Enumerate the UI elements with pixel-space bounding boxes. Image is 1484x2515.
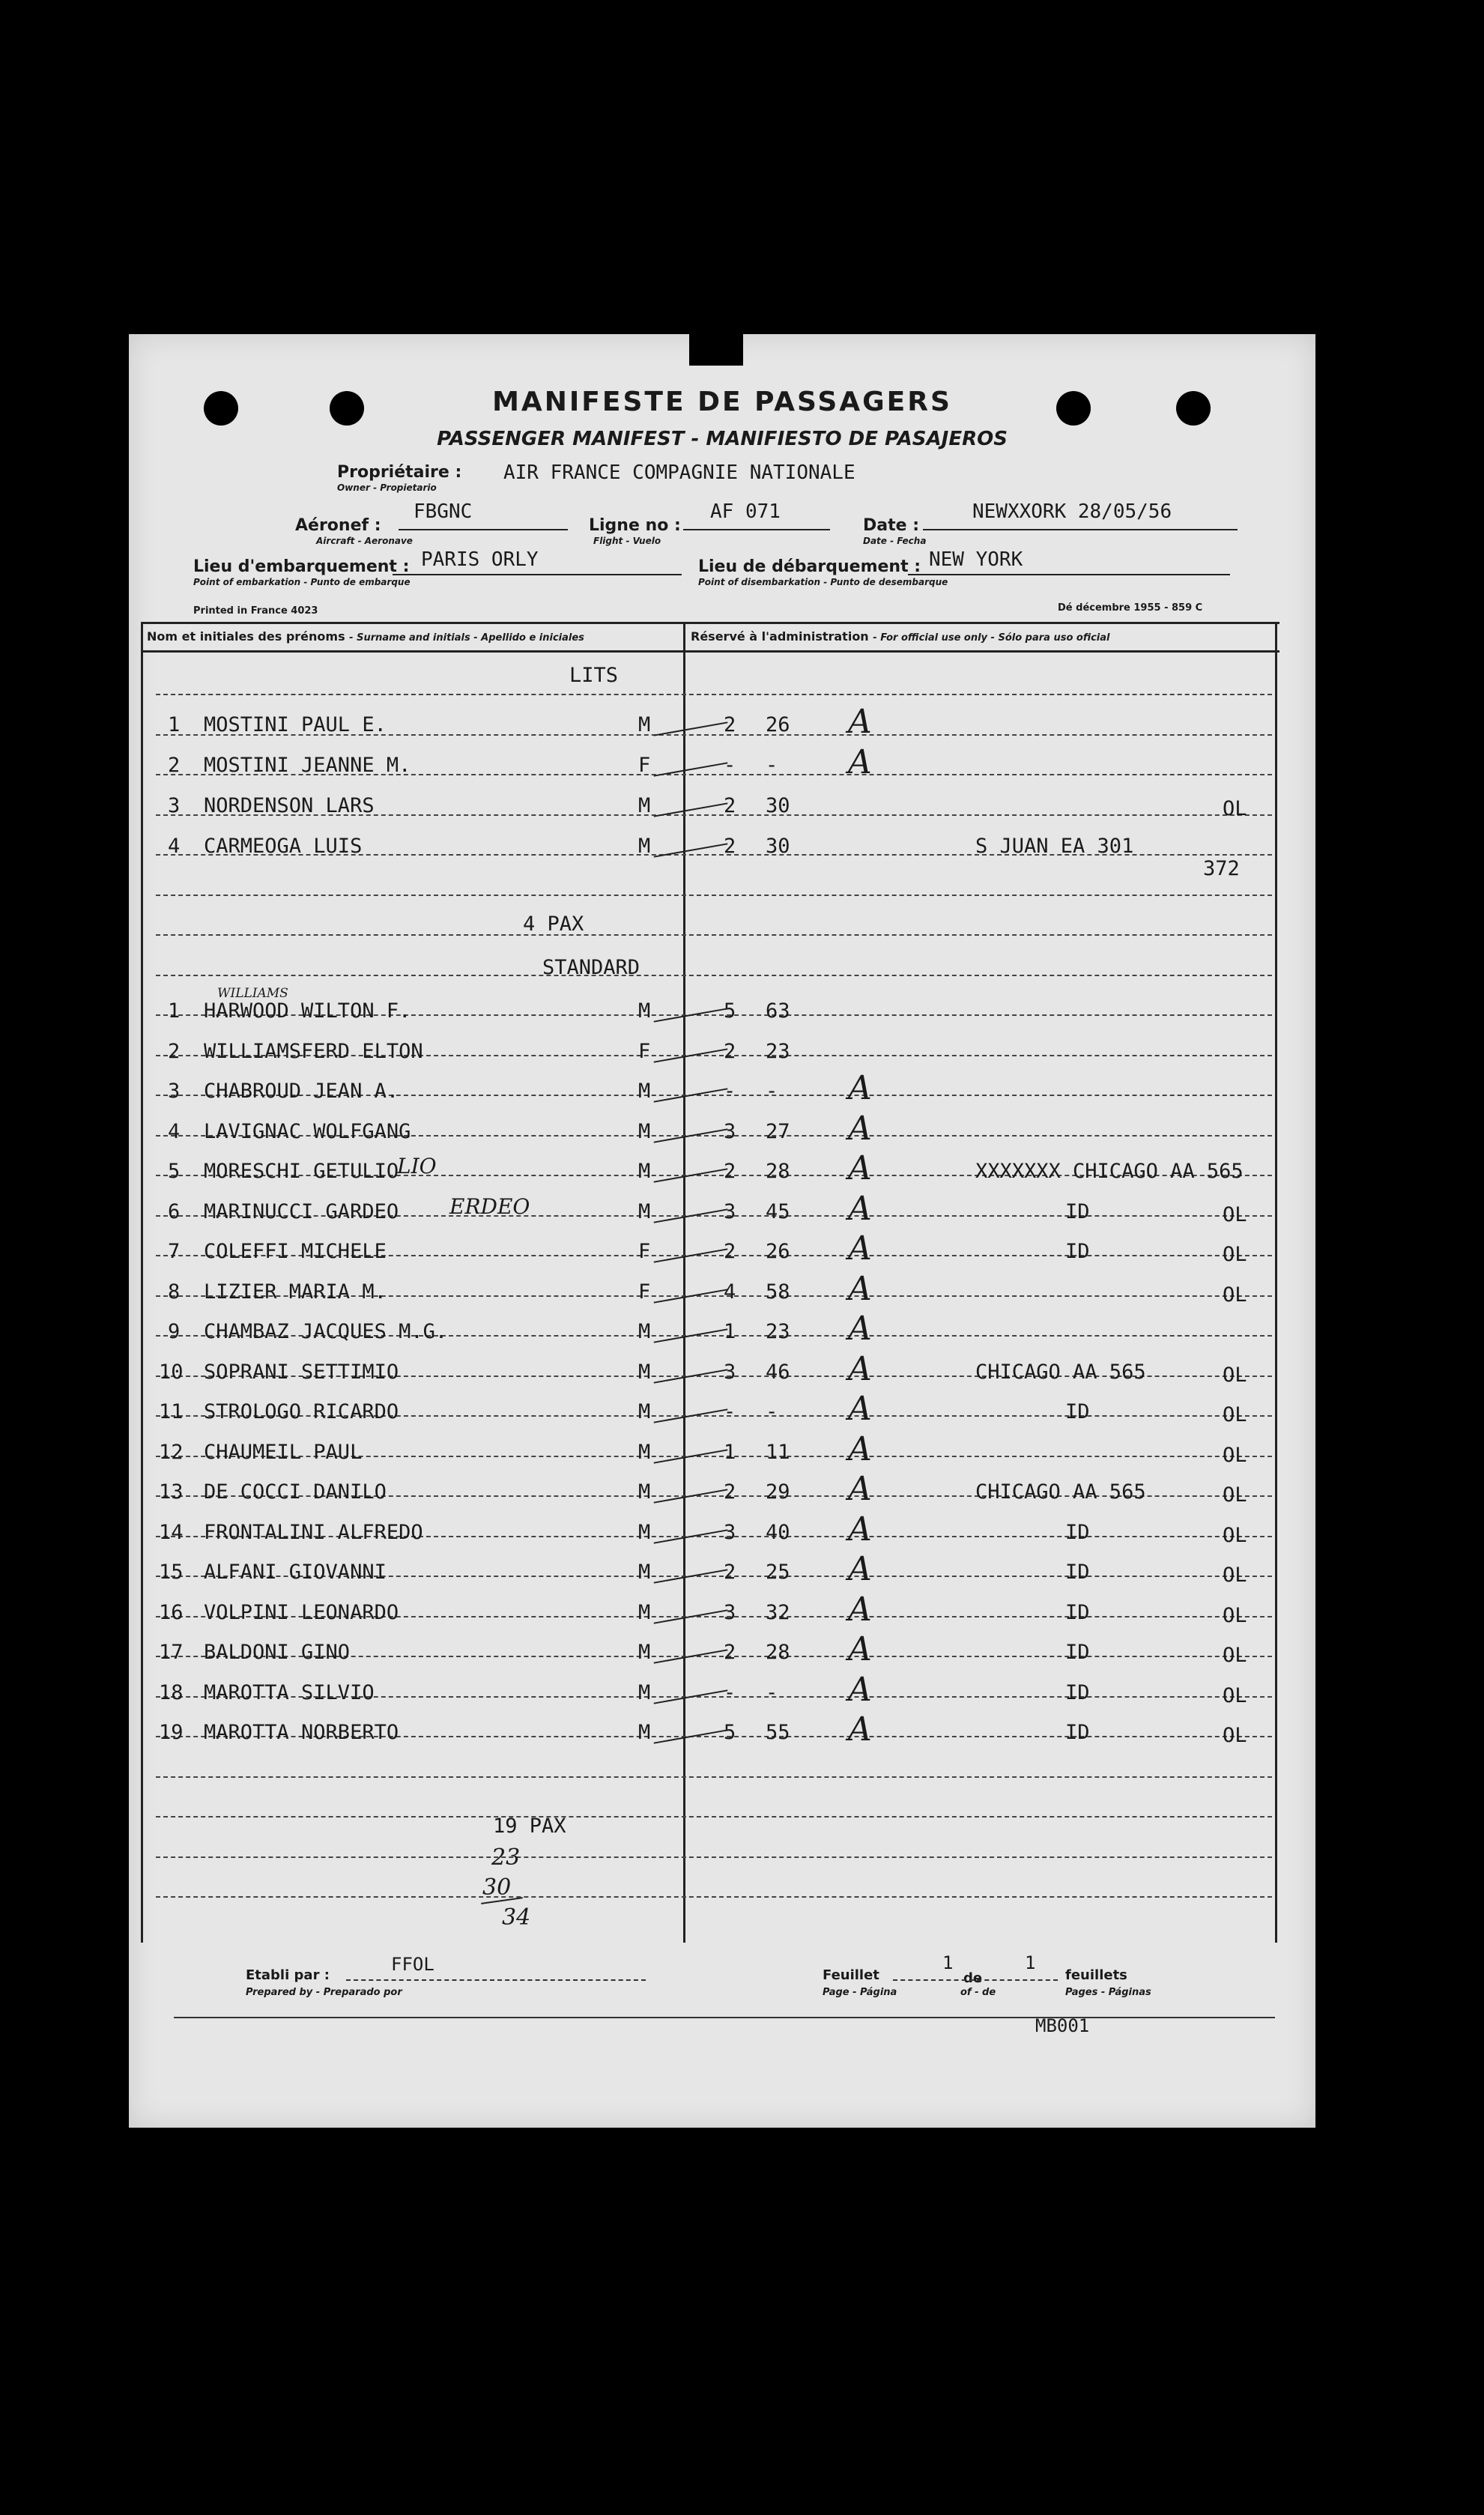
aircraft-value: FBGNC — [414, 500, 473, 523]
standard-row-4-col1: 3 — [724, 1119, 736, 1143]
lits-row-4-sex: M — [638, 835, 651, 858]
section1-total: 4 PAX — [523, 913, 584, 936]
standard-row-5-mark: A — [848, 1149, 872, 1187]
table-top-rule — [141, 622, 1279, 624]
col-header-official: Réservé à l'administration - For official use only - Sólo para uso oficial — [691, 629, 1110, 644]
lits-row-3-col2: 30 — [766, 794, 790, 817]
lits-row-2-number: 2 — [168, 754, 181, 777]
standard-row-14-sex: M — [638, 1520, 651, 1544]
prepared-label: Etabli par : — [246, 1967, 330, 1983]
standard-row-14-note: ID — [1065, 1520, 1090, 1544]
aircraft-label: Aéronef : — [295, 516, 381, 535]
standard-row-16-mark: A — [848, 1590, 872, 1629]
standard-row-2-col2: 23 — [766, 1039, 790, 1063]
row-rule — [156, 694, 1272, 695]
standard-row-1-sex: M — [638, 999, 651, 1023]
standard-row-8-col1: 4 — [724, 1280, 736, 1304]
standard-row-11-sex: M — [638, 1400, 651, 1423]
standard-row-6-col2: 45 — [766, 1199, 790, 1223]
standard-row-16-number: 16 — [159, 1600, 184, 1624]
standard-row-15-note: ID — [1065, 1561, 1090, 1584]
standard-row-12-col2: 11 — [766, 1440, 790, 1464]
lits-row-4-note: S JUAN EA 301 — [975, 835, 1134, 858]
standard-row-14-mark: A — [848, 1510, 872, 1549]
sheet-underline — [893, 1979, 1058, 1981]
date-sublabel: Date - Fecha — [863, 536, 927, 546]
standard-row-5-sex: M — [638, 1160, 651, 1183]
standard-row-14-code: OL — [1223, 1523, 1247, 1547]
standard-row-9-sex: M — [638, 1320, 651, 1343]
handwritten-erdeo: ERDEO — [449, 1194, 530, 1219]
standard-row-11-col1: - — [724, 1400, 736, 1423]
standard-row-1-col1: 5 — [724, 999, 736, 1023]
embark-underline — [393, 574, 682, 575]
standard-row-12-sex: M — [638, 1440, 651, 1464]
printed-note: Printed in France 4023 — [193, 605, 318, 617]
row-rule — [156, 1816, 1272, 1818]
standard-row-15-mark: A — [848, 1550, 872, 1588]
standard-row-16-col2: 32 — [766, 1600, 790, 1624]
standard-row-5-col1: 2 — [724, 1160, 736, 1183]
standard-row-16-name: VOLPINI LEONARDO — [204, 1600, 399, 1624]
standard-row-3-col2: - — [766, 1080, 778, 1103]
prepared-underline — [346, 1979, 646, 1981]
standard-row-7-code: OL — [1223, 1243, 1247, 1266]
standard-row-3-mark: A — [848, 1069, 872, 1107]
flight-label: Ligne no : — [589, 516, 681, 535]
standard-row-5-note: XXXXXXX CHICAGO AA 565 — [975, 1160, 1244, 1183]
standard-row-12-col1: 1 — [724, 1440, 736, 1464]
handwritten-lio: LIO — [397, 1154, 437, 1178]
standard-row-6-mark: A — [848, 1189, 872, 1228]
standard-row-7-note: ID — [1065, 1240, 1090, 1263]
standard-row-10-sex: M — [638, 1360, 651, 1384]
manifest-sheet — [129, 334, 1315, 2128]
standard-row-19-col1: 5 — [724, 1721, 736, 1744]
table-mid-rule — [683, 624, 685, 1943]
standard-row-7-col1: 2 — [724, 1240, 736, 1263]
lits-row-1-mark: A — [848, 703, 872, 741]
standard-row-6-col1: 3 — [724, 1199, 736, 1223]
standard-row-8-col2: 58 — [766, 1280, 790, 1304]
standard-row-16-sex: M — [638, 1600, 651, 1624]
standard-row-3-sex: M — [638, 1080, 651, 1103]
standard-row-3-number: 3 — [168, 1080, 181, 1103]
standard-row-10-col2: 46 — [766, 1360, 790, 1384]
lits-row-3-code: OL — [1223, 797, 1247, 820]
standard-row-18-sex: M — [638, 1680, 651, 1704]
standard-row-17-number: 17 — [159, 1641, 184, 1664]
standard-row-19-note: ID — [1065, 1721, 1090, 1744]
standard-row-1-col2: 63 — [766, 999, 790, 1023]
lits-row-2-name: MOSTINI JEANNE M. — [204, 754, 411, 777]
lits-row-3-col1: 2 — [724, 794, 736, 817]
form-ref: Dé décembre 1955 - 859 C — [1058, 602, 1203, 614]
standard-row-14-number: 14 — [159, 1520, 184, 1544]
standard-row-15-col2: 25 — [766, 1561, 790, 1584]
lits-row-1-name: MOSTINI PAUL E. — [204, 713, 387, 736]
disembark-label: Lieu de débarquement : — [698, 557, 921, 576]
standard-row-11-col2: - — [766, 1400, 778, 1423]
lits-row-2-sex: F — [638, 754, 651, 777]
standard-row-17-name: BALDONI GINO — [204, 1641, 351, 1664]
standard-row-9-mark: A — [848, 1310, 872, 1348]
row-rule — [156, 1776, 1272, 1778]
lits-row-3-name: NORDENSON LARS — [204, 794, 375, 817]
standard-row-16-code: OL — [1223, 1603, 1247, 1627]
standard-row-2-col1: 2 — [724, 1039, 736, 1063]
table-right-rule — [1275, 624, 1277, 1943]
prepared-sublabel: Prepared by - Preparado por — [246, 1987, 402, 1998]
standard-row-8-code: OL — [1223, 1283, 1247, 1307]
standard-row-6-name: MARINUCCI GARDEO — [204, 1199, 399, 1223]
standard-row-11-mark: A — [848, 1390, 872, 1428]
standard-row-7-mark: A — [848, 1229, 872, 1268]
embark-sublabel: Point of embarkation - Punto de embarque — [193, 577, 411, 587]
footer-rule — [174, 2017, 1275, 2018]
date-underline — [923, 529, 1238, 530]
standard-row-17-sex: M — [638, 1641, 651, 1664]
aircraft-sublabel: Aircraft - Aeronave — [316, 536, 413, 546]
standard-row-19-code: OL — [1223, 1724, 1247, 1747]
section1-extra-number: 372 — [1203, 857, 1240, 880]
table-left-rule — [141, 624, 143, 1943]
standard-row-4-col2: 27 — [766, 1119, 790, 1143]
standard-row-16-col1: 3 — [724, 1600, 736, 1624]
standard-row-13-mark: A — [848, 1470, 872, 1508]
col-header-names: Nom et initiales des prénoms - Surname and initials - Apellido e iniciales — [147, 629, 584, 644]
owner-value: AIR FRANCE COMPAGNIE NATIONALE — [503, 461, 855, 484]
lits-row-1-col2: 26 — [766, 713, 790, 736]
standard-row-13-col1: 2 — [724, 1480, 736, 1504]
standard-row-4-sex: M — [638, 1119, 651, 1143]
lits-row-1-number: 1 — [168, 713, 181, 736]
tally-1: 23 — [491, 1844, 521, 1871]
lits-row-2-col2: - — [766, 754, 778, 777]
standard-row-18-name: MAROTTA SILVIO — [204, 1680, 375, 1704]
standard-row-13-number: 13 — [159, 1480, 184, 1504]
sheet-value: 1 — [942, 1952, 954, 1973]
standard-row-11-number: 11 — [159, 1400, 184, 1423]
standard-row-13-name: DE COCCI DANILO — [204, 1480, 387, 1504]
form-subtitle: PASSENGER MANIFEST - MANIFIESTO DE PASAJEROS — [437, 428, 1008, 450]
standard-row-12-mark: A — [848, 1429, 872, 1468]
standard-row-5-name: MORESCHI GETULIO — [204, 1160, 399, 1183]
standard-row-13-note: CHICAGO AA 565 — [975, 1480, 1146, 1504]
embark-label: Lieu d'embarquement : — [193, 557, 410, 576]
standard-row-10-col1: 3 — [724, 1360, 736, 1384]
standard-row-7-number: 7 — [168, 1240, 181, 1263]
section-lits-label: LITS — [569, 664, 619, 687]
standard-row-17-mark: A — [848, 1630, 872, 1668]
row-rule — [156, 1896, 1272, 1898]
section-standard-label: STANDARD — [542, 956, 640, 979]
owner-sublabel: Owner - Propietario — [337, 482, 437, 493]
bottom-code: MB001 — [1035, 2015, 1090, 2036]
standard-row-8-name: LIZIER MARIA M. — [204, 1280, 387, 1304]
lits-row-3-sex: M — [638, 794, 651, 817]
standard-row-1-name: HARWOOD WILTON F. — [204, 999, 411, 1023]
section2-total: 19 PAX — [493, 1815, 566, 1838]
prepared-value: FFOL — [391, 1954, 434, 1975]
date-label: Date : — [863, 516, 920, 535]
standard-row-6-code: OL — [1223, 1202, 1247, 1226]
standard-row-10-name: SOPRANI SETTIMIO — [204, 1360, 399, 1384]
lits-row-4-name: CARMEOGA LUIS — [204, 835, 363, 858]
total-sheets-value: 1 — [1025, 1952, 1036, 1973]
standard-row-18-note: ID — [1065, 1680, 1090, 1704]
punch-tab — [689, 327, 743, 366]
lits-row-1-col1: 2 — [724, 713, 736, 736]
standard-row-6-sex: M — [638, 1199, 651, 1223]
owner-label: Propriétaire : — [337, 463, 462, 482]
sheets-label: feuillets — [1065, 1967, 1127, 1983]
standard-row-18-code: OL — [1223, 1683, 1247, 1707]
standard-row-11-code: OL — [1223, 1403, 1247, 1426]
date-value: NEWXXORK 28/05/56 — [972, 500, 1172, 523]
standard-row-14-col2: 40 — [766, 1520, 790, 1544]
standard-row-11-note: ID — [1065, 1400, 1090, 1423]
standard-row-11-name: STROLOGO RICARDO — [204, 1400, 399, 1423]
standard-row-15-code: OL — [1223, 1564, 1247, 1587]
disembark-sublabel: Point of disembarkation - Punto de desembarque — [698, 577, 948, 587]
lits-row-4-col2: 30 — [766, 835, 790, 858]
row-rule — [156, 975, 1272, 976]
standard-row-19-mark: A — [848, 1710, 872, 1749]
standard-row-8-sex: F — [638, 1280, 651, 1304]
standard-row-3-name: CHABROUD JEAN A. — [204, 1080, 399, 1103]
lits-row-2-col1: - — [724, 754, 736, 777]
standard-row-19-sex: M — [638, 1721, 651, 1744]
standard-row-10-note: CHICAGO AA 565 — [975, 1360, 1146, 1384]
flight-underline — [683, 529, 830, 530]
standard-row-13-sex: M — [638, 1480, 651, 1504]
table-header-rule — [141, 650, 1279, 653]
embark-value: PARIS ORLY — [421, 548, 539, 571]
standard-row-12-name: CHAUMEIL PAUL — [204, 1440, 363, 1464]
standard-row-14-name: FRONTALINI ALFREDO — [204, 1520, 423, 1544]
standard-row-7-col2: 26 — [766, 1240, 790, 1263]
standard-row-8-number: 8 — [168, 1280, 181, 1304]
lits-row-2-mark: A — [848, 743, 872, 781]
standard-row-15-col1: 2 — [724, 1561, 736, 1584]
flight-value: AF 071 — [710, 500, 781, 523]
standard-row-10-code: OL — [1223, 1363, 1247, 1387]
standard-row-3-col1: - — [724, 1080, 736, 1103]
standard-row-4-number: 4 — [168, 1119, 181, 1143]
lits-row-1-sex: M — [638, 713, 651, 736]
aircraft-underline — [399, 529, 568, 530]
of-label: de — [963, 1970, 983, 1986]
standard-row-17-col2: 28 — [766, 1641, 790, 1664]
standard-row-10-number: 10 — [159, 1360, 184, 1384]
standard-row-18-mark: A — [848, 1670, 872, 1709]
row-rule — [156, 895, 1272, 896]
row-rule — [156, 934, 1272, 936]
lits-row-3-number: 3 — [168, 794, 181, 817]
standard-row-7-sex: F — [638, 1240, 651, 1263]
lits-row-4-number: 4 — [168, 835, 181, 858]
standard-row-18-col1: - — [724, 1680, 736, 1704]
standard-row-19-col2: 55 — [766, 1721, 790, 1744]
standard-row-4-mark: A — [848, 1109, 872, 1148]
tally-2: 30 — [482, 1874, 512, 1901]
standard-row-15-number: 15 — [159, 1561, 184, 1584]
standard-row-17-code: OL — [1223, 1644, 1247, 1667]
standard-row-16-note: ID — [1065, 1600, 1090, 1624]
standard-row-2-name: WILLIAMSFERD ELTON — [204, 1039, 423, 1063]
standard-row-12-number: 12 — [159, 1440, 184, 1464]
standard-row-19-number: 19 — [159, 1721, 184, 1744]
standard-row-7-name: COLEFFI MICHELE — [204, 1240, 387, 1263]
standard-row-2-number: 2 — [168, 1039, 181, 1063]
standard-row-5-number: 5 — [168, 1160, 181, 1183]
standard-row-18-number: 18 — [159, 1680, 184, 1704]
standard-row-19-name: MAROTTA NORBERTO — [204, 1721, 399, 1744]
disembark-underline — [908, 574, 1230, 575]
standard-row-6-note: ID — [1065, 1199, 1090, 1223]
standard-row-9-name: CHAMBAZ JACQUES M.G. — [204, 1320, 448, 1343]
tally-3: 34 — [502, 1904, 531, 1931]
standard-row-14-col1: 3 — [724, 1520, 736, 1544]
standard-row-2-sex: F — [638, 1039, 651, 1063]
of-sublabel: of - de — [960, 1987, 996, 1998]
standard-row-17-note: ID — [1065, 1641, 1090, 1664]
standard-row-4-name: LAVIGNAC WOLFGANG — [204, 1119, 411, 1143]
standard-row-9-number: 9 — [168, 1320, 181, 1343]
form-title: MANIFESTE DE PASSAGERS — [492, 387, 952, 417]
standard-row-13-code: OL — [1223, 1483, 1247, 1507]
standard-row-9-col2: 23 — [766, 1320, 790, 1343]
standard-row-12-code: OL — [1223, 1443, 1247, 1467]
standard-row-15-name: ALFANI GIOVANNI — [204, 1561, 387, 1584]
handwritten-williams: WILLIAMS — [217, 986, 288, 1001]
flight-sublabel: Flight - Vuelo — [593, 536, 661, 546]
standard-row-5-col2: 28 — [766, 1160, 790, 1183]
standard-row-17-col1: 2 — [724, 1641, 736, 1664]
sheet-label: Feuillet — [823, 1967, 879, 1983]
standard-row-1-number: 1 — [168, 999, 181, 1023]
standard-row-8-mark: A — [848, 1269, 872, 1308]
standard-row-13-col2: 29 — [766, 1480, 790, 1504]
sheet-sublabel: Page - Página — [823, 1987, 897, 1998]
row-rule — [156, 1856, 1272, 1858]
standard-row-18-col2: - — [766, 1680, 778, 1704]
standard-row-9-col1: 1 — [724, 1320, 736, 1343]
disembark-value: NEW YORK — [929, 548, 1023, 571]
lits-row-4-col1: 2 — [724, 835, 736, 858]
standard-row-15-sex: M — [638, 1561, 651, 1584]
standard-row-10-mark: A — [848, 1349, 872, 1388]
standard-row-6-number: 6 — [168, 1199, 181, 1223]
sheets-sublabel: Pages - Páginas — [1065, 1987, 1151, 1998]
